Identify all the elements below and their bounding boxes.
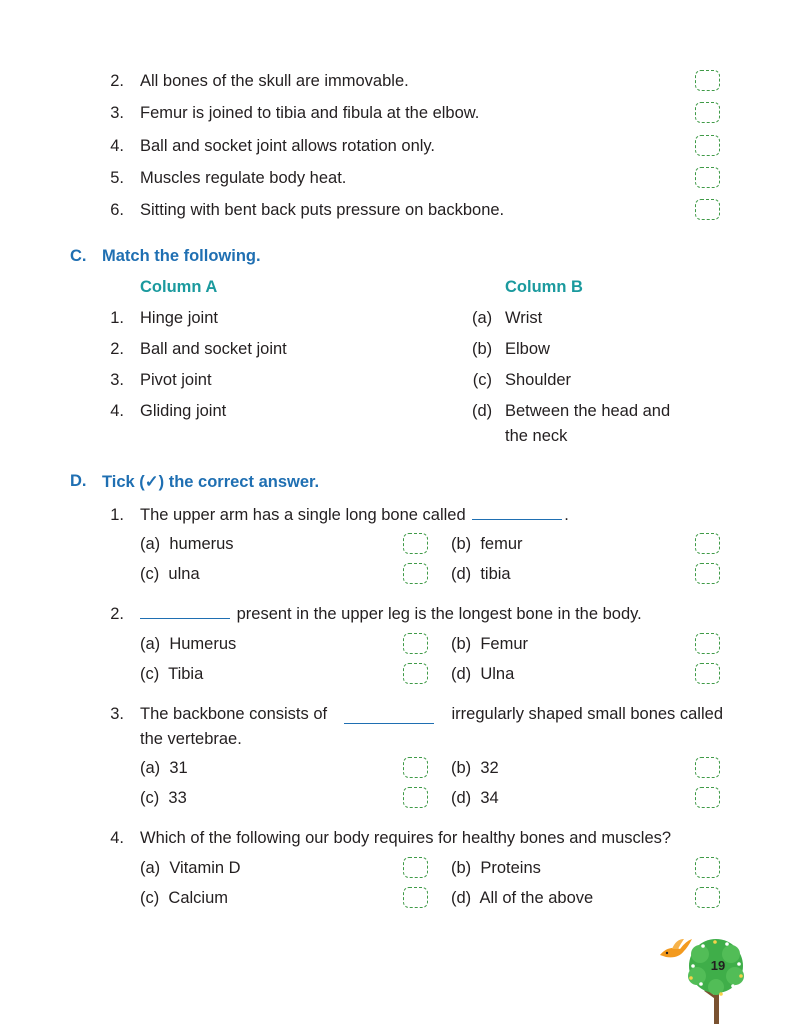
answer-box[interactable] xyxy=(403,857,428,878)
question-text-part: . xyxy=(564,506,569,524)
option-label: (b) xyxy=(451,859,472,877)
option-text: Proteins xyxy=(480,859,541,877)
option-b xyxy=(451,535,523,554)
option-d xyxy=(451,789,499,808)
option-text: 34 xyxy=(480,789,499,807)
question-text-line2: the vertebrae. xyxy=(140,730,242,748)
option-label: (c) xyxy=(140,565,160,583)
answer-box[interactable] xyxy=(695,663,720,684)
option-label: (c) xyxy=(472,371,492,389)
column-a-item: Ball and socket joint xyxy=(140,340,287,358)
option-c xyxy=(140,665,203,684)
answer-box[interactable] xyxy=(403,663,428,684)
option-label: (a) xyxy=(140,635,161,653)
column-b-title: Column B xyxy=(505,278,583,296)
option-label: (b) xyxy=(451,759,472,777)
option-label: (a) xyxy=(140,859,161,877)
question-text-part: present in the upper leg is the longest bone in the body. xyxy=(236,605,642,623)
answer-box[interactable] xyxy=(695,757,720,778)
item-number: 4. xyxy=(110,137,124,155)
item-number: 3. xyxy=(110,104,124,122)
question-number: 4. xyxy=(110,829,124,847)
answer-box[interactable] xyxy=(695,533,720,554)
question-number: 2. xyxy=(110,605,124,623)
option-label: (b) xyxy=(451,635,472,653)
option-label: (d) xyxy=(451,565,472,583)
question-text-part: irregularly shaped small bones called xyxy=(451,705,723,723)
question-text-part: The upper arm has a single long bone called xyxy=(140,506,466,524)
answer-box[interactable] xyxy=(403,787,428,808)
option-label: (d) xyxy=(451,889,472,907)
heading-part: Tick ( xyxy=(102,473,145,491)
option-c xyxy=(140,889,228,908)
column-b-item: Shoulder xyxy=(505,371,572,389)
section-heading: Match the following. xyxy=(102,247,261,265)
fill-blank xyxy=(140,618,230,619)
statement-text: Muscles regulate body heat. xyxy=(140,169,347,187)
option-text: femur xyxy=(480,535,523,553)
option-label: (d) xyxy=(451,789,472,807)
answer-box[interactable] xyxy=(695,633,720,654)
column-b-item: Wrist xyxy=(505,309,543,327)
option-label: (a) xyxy=(472,309,493,327)
page-number: 19 xyxy=(710,958,726,973)
option-a xyxy=(140,635,236,654)
item-number: 5. xyxy=(110,169,124,187)
bird-icon xyxy=(658,937,694,963)
option-b xyxy=(451,635,528,654)
option-text: humerus xyxy=(169,535,234,553)
answer-box[interactable] xyxy=(403,563,428,584)
option-text: ulna xyxy=(168,565,200,583)
column-a-item: Gliding joint xyxy=(140,402,227,420)
option-label: (c) xyxy=(140,789,160,807)
option-label: (b) xyxy=(451,535,472,553)
item-number: 1. xyxy=(110,309,124,327)
question-text xyxy=(140,605,642,624)
column-b-item: Elbow xyxy=(505,340,550,358)
answer-box[interactable] xyxy=(695,70,720,91)
column-a-title: Column A xyxy=(140,278,218,296)
answer-box[interactable] xyxy=(695,563,720,584)
option-text: Vitamin D xyxy=(169,859,241,877)
column-a-item: Pivot joint xyxy=(140,371,212,389)
option-text: 33 xyxy=(168,789,187,807)
column-b-item: Between the head and xyxy=(505,402,671,420)
answer-box[interactable] xyxy=(695,787,720,808)
option-text: tibia xyxy=(480,565,511,583)
answer-box[interactable] xyxy=(403,533,428,554)
option-c xyxy=(140,789,187,808)
heading-part: ) the correct answer. xyxy=(158,473,320,491)
option-d xyxy=(451,565,511,584)
tick-icon: ✓ xyxy=(144,473,159,491)
fill-blank xyxy=(472,519,562,520)
option-text: Femur xyxy=(480,635,529,653)
option-text: Calcium xyxy=(168,889,229,907)
item-number: 4. xyxy=(110,402,124,420)
statement-text: Ball and socket joint allows rotation only. xyxy=(140,137,436,155)
option-label: (b) xyxy=(472,340,493,358)
option-text: 32 xyxy=(480,759,499,777)
answer-box[interactable] xyxy=(403,887,428,908)
option-label: (d) xyxy=(472,402,493,420)
answer-box[interactable] xyxy=(695,102,720,123)
column-a-item: Hinge joint xyxy=(140,309,218,327)
fill-blank xyxy=(344,705,434,724)
option-text: 31 xyxy=(169,759,188,777)
question-text-part: The backbone consists of xyxy=(140,705,328,723)
answer-box[interactable] xyxy=(695,167,720,188)
section-letter: D. xyxy=(70,472,87,490)
answer-box[interactable] xyxy=(695,199,720,220)
statement-text: Femur is joined to tibia and fibula at the elbow. xyxy=(140,104,480,122)
option-label: (c) xyxy=(140,665,160,683)
item-number: 2. xyxy=(110,72,124,90)
item-number: 3. xyxy=(110,371,124,389)
column-b-item-continued: the neck xyxy=(505,427,568,445)
item-number: 6. xyxy=(110,201,124,219)
option-b xyxy=(451,759,499,778)
question-number: 3. xyxy=(110,705,124,723)
option-text: Ulna xyxy=(480,665,515,683)
answer-box[interactable] xyxy=(403,633,428,654)
answer-box[interactable] xyxy=(695,135,720,156)
question-text xyxy=(140,705,723,724)
option-a xyxy=(140,859,241,878)
option-d xyxy=(451,889,593,908)
answer-box[interactable] xyxy=(695,857,720,878)
option-label: (a) xyxy=(140,759,161,777)
option-c xyxy=(140,565,200,584)
option-d xyxy=(451,665,514,684)
option-text: Tibia xyxy=(168,665,204,683)
option-a xyxy=(140,535,234,554)
option-b xyxy=(451,859,541,878)
option-text: All of the above xyxy=(479,889,594,907)
answer-box[interactable] xyxy=(403,757,428,778)
option-label: (c) xyxy=(140,889,160,907)
option-text: Humerus xyxy=(169,635,237,653)
option-a xyxy=(140,759,188,778)
option-label: (a) xyxy=(140,535,161,553)
section-heading xyxy=(102,472,319,492)
item-number: 2. xyxy=(110,340,124,358)
question-number: 1. xyxy=(110,506,124,524)
option-label: (d) xyxy=(451,665,472,683)
question-text xyxy=(140,506,569,525)
answer-box[interactable] xyxy=(695,887,720,908)
question-text: Which of the following our body requires for healthy bones and muscles? xyxy=(140,829,672,847)
statement-text: All bones of the skull are immovable. xyxy=(140,72,409,90)
section-letter: C. xyxy=(70,247,87,265)
statement-text: Sitting with bent back puts pressure on backbone. xyxy=(140,201,505,219)
